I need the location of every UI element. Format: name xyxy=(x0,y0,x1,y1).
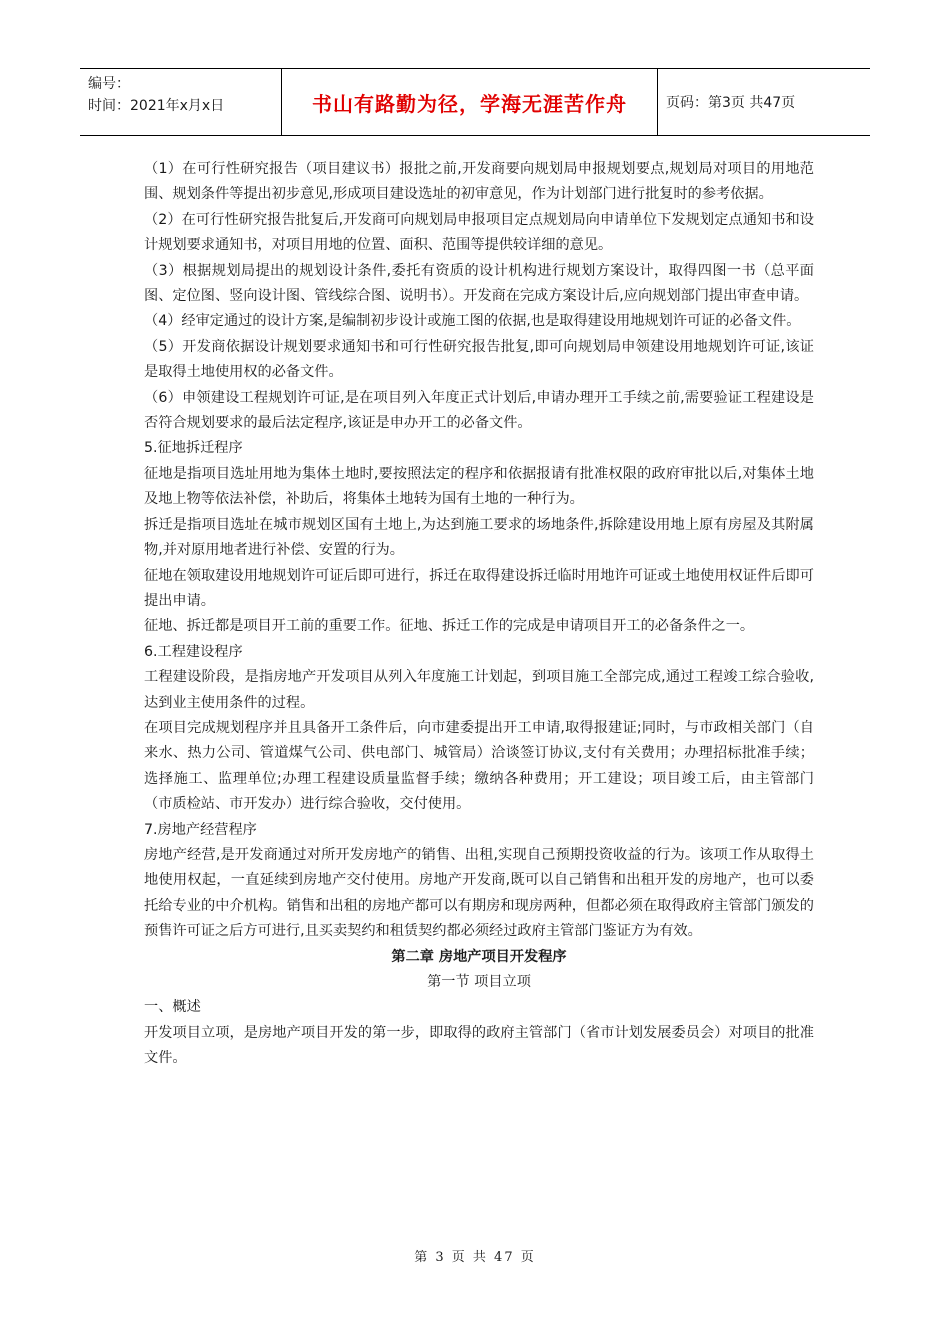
document-time-label: 时间：2021年x月x日 xyxy=(88,98,225,114)
paragraph: （3）根据规划局提出的规划设计条件,委托有资质的设计机构进行规划方案设计，取得四图一书（总平面图、定位图、竖向设计图、管线综合图、说明书）。开发商在完成方案设计后,应向规划部门提出审查申请。 xyxy=(144,262,814,305)
paragraph: 房地产经营,是开发商通过对所开发房地产的销售、出租,实现自己预期投资收益的行为。该项工作从取得土地使用权起，一直延续到房地产交付使用。房地产开发商,既可以自己销售和出租开发的房地产，也可以委托给专业的中介机构。销售和出租的房地产都可以有期房和现房两种，但都必须在取得政府主管部门颁发的预售许可证之后方可进行,且买卖契约和租赁契约都必须经过政府主管部门鉴证方为有效。 xyxy=(144,846,814,940)
page-header xyxy=(80,68,870,136)
heading-title: 5.征地拆迁程序 xyxy=(144,440,243,457)
page-footer: 第 3 页 共 47 页 xyxy=(414,1250,536,1265)
paragraph: 在项目完成规划程序并且具备开工条件后，向市建委提出开工申请,取得报建证;同时，与市政相关部门（自来水、热力公司、管道煤气公司、供电部门、城管局）洽谈签订协议,支付有关费用；办理招标批准手续；选择施工、监理单位;办理工程建设质量监督手续；缴纳各种费用；开工建设；项目竣工后，由主管部门（市质检站、市开发办）进行综合验收，交付使用。 xyxy=(144,719,814,813)
section-title: 第一节 项目立项 xyxy=(427,974,531,990)
paragraph: （1）在可行性研究报告（项目建议书）报批之前,开发商要向规划局申报规划要点,规划局对项目的用地范围、规划条件等提出初步意见,形成项目建设选址的初审意见，作为计划部门进行批复时的参考依据。 xyxy=(144,161,814,203)
motto-text: 书山有路勤为径，学海无涯苦作舟 xyxy=(312,91,627,116)
paragraph: （6）申领建设工程规划许可证,是在项目列入年度正式计划后,申请办理开工手续之前,需要验证工程建设是否符合规划要求的最后法定程序,该证是申办开工的必备文件。 xyxy=(144,389,814,432)
heading-title: 7.房地产经营程序 xyxy=(144,821,257,838)
header-meta xyxy=(80,69,282,135)
paragraph: 工程建设阶段，是指房地产开发项目从列入年度施工计划起，到项目施工全部完成,通过工程竣工综合验收,达到业主使用条件的过程。 xyxy=(144,669,814,711)
heading-title: 6.工程建设程序 xyxy=(144,643,243,660)
paragraph: 一、概述 xyxy=(144,999,201,1016)
paragraph: （2）在可行性研究报告批复后,开发商可向规划局申报项目定点规划局向申请单位下发规划定点通知书和设计规划要求通知书，对项目用地的位置、面积、范围等提供较详细的意见。 xyxy=(144,211,814,254)
document-code-label: 编号： xyxy=(88,76,130,92)
paragraph: 征地、拆迁都是项目开工前的重要工作。征地、拆迁工作的完成是申请项目开工的必备条件之一。 xyxy=(144,618,755,635)
header-page-cell xyxy=(658,69,870,135)
document-body xyxy=(144,157,814,1072)
header-motto-cell xyxy=(282,69,658,135)
paragraph: 征地是指项目选址用地为集体土地时,要按照法定的程序和依据报请有批准权限的政府审批以后,对集体土地及地上物等依法补偿，补助后，将集体土地转为国有土地的一种行为。 xyxy=(144,465,814,508)
paragraph: （4）经审定通过的设计方案,是编制初步设计或施工图的依据,也是取得建设用地规划许可证的必备文件。 xyxy=(144,313,801,330)
chapter-title: 第二章 房地产项目开发程序 xyxy=(391,948,567,965)
page-number-label: 页码：第3页 共47页 xyxy=(666,95,796,111)
paragraph: （5）开发商依据设计规划要求通知书和可行性研究报告批复,即可向规划局申领建设用地规划许可证,该证是取得土地使用权的必备文件。 xyxy=(144,338,814,381)
paragraph: 拆迁是指项目选址在城市规划区国有土地上,为达到施工要求的场地条件,拆除建设用地上原有房屋及其附属物,并对原用地者进行补偿、安置的行为。 xyxy=(144,516,814,559)
paragraph: 征地在领取建设用地规划许可证后即可进行，拆迁在取得建设拆迁临时用地许可证或土地使用权证件后即可提出申请。 xyxy=(144,567,814,609)
paragraph: 开发项目立项，是房地产项目开发的第一步，即取得的政府主管部门（省市计划发展委员会）对项目的批准文件。 xyxy=(144,1024,814,1067)
